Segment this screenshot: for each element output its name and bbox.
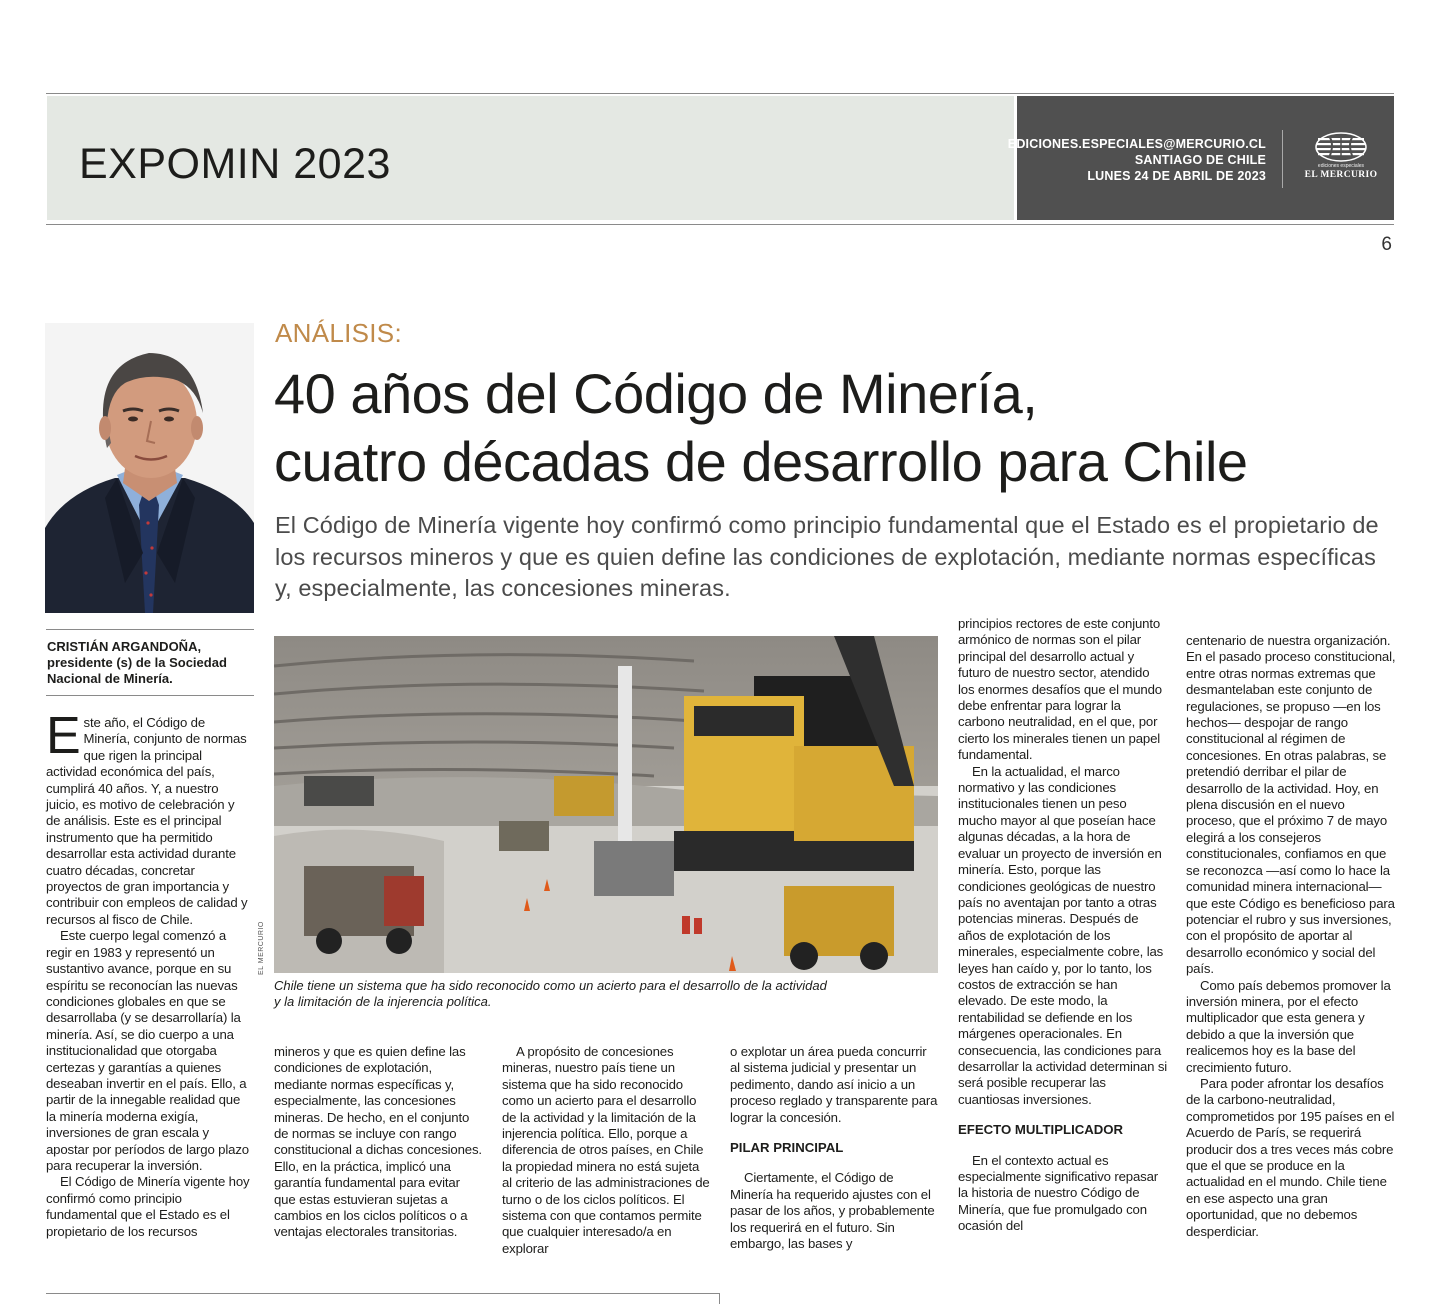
mine-photo-illustration	[274, 636, 938, 973]
body-paragraph: En el contexto actual es especialmente significativo repasar la historia de nuestro Código de Minería, que fue promulgado con ocasión del	[958, 1152, 1158, 1234]
body-paragraph: Este cuerpo legal comenzó a regir en 1983 y representó un sustantivo avance, porque en su espíritu se reconocían las nuevas condiciones globales en que se desarrollaba (y se desarrollaría) la minería. Así, se dio cuerpo a una institucionalidad que otorgaba certezas y garantías a quienes deseaban invertir en el país. Ello, a partir de la innegable realidad que la minería moderna exigía, inversiones de gran escala y apostar por períodos de largo plazo para recuperar la inversión.	[46, 928, 249, 1173]
drop-cap: E	[46, 707, 81, 765]
publication-info	[1008, 136, 1266, 184]
body-paragraph: o explotar un área pueda concurrir al sistema judicial y presentar un pedimento, dando así inicio a un proceso reglado y transparente para lograr la concesión.	[730, 1044, 938, 1125]
contact-email[interactable]: EDICIONES.ESPECIALES@MERCURIO.CL	[1007, 137, 1266, 151]
photo-caption: Chile tiene un sistema que ha sido reconocido como un acierto para el desarrollo de la actividad y la limitación de la injerencia política.	[274, 978, 827, 1009]
subhead-pilar-principal: PILAR PRINCIPAL	[730, 1140, 844, 1156]
body-column-3	[502, 1044, 710, 1257]
body-paragraph: Este año, el Código de Minería, conjunto de normas que rigen la principal actividad económica del país, cumplirá 40 años. Y, a nuestro juicio, es motivo de celebración y de análisis. Este es el principal instrumento que ha permitido desarrollar esta actividad durante cuatro décadas, concretar proyectos de gran importancia y contribuir con empleos de calidad y recursos al fisco de Chile.	[46, 707, 248, 927]
author-photo-illustration	[45, 323, 254, 613]
section-banner	[47, 96, 1014, 220]
body-column-1	[46, 707, 252, 1240]
section-title: EXPOMIN 2023	[79, 140, 391, 188]
headline-line-2: cuatro décadas de desarrollo para Chile	[274, 430, 1248, 493]
author-role-line-1: presidente (s) de la Sociedad	[47, 655, 227, 670]
article-headline	[274, 360, 1394, 496]
body-paragraph: centenario de nuestra organización. En el pasado proceso constitucional, entre otras normas extremas que desmantelaban este conjunto de regulaciones, se propuso —en los hechos— despojar de rango constitucional al régimen de concesiones. En otras palabras, se pretendió derribar el pilar de desarrollo de la actividad. Hoy, en plena discusión en el nuevo proceso, que el próximo 7 de mayo elegirá a los consejeros constitucionales, confiamos en que se reconozca —así como lo hace la comunidad minera internacional— que este Código es beneficioso para potenciar el rubro y sus inversiones, con el propósito de aportar al desarrollo económico y social del país.	[1186, 633, 1396, 977]
headline-line-1: 40 años del Código de Minería,	[274, 362, 1038, 425]
article-kicker: ANÁLISIS:	[275, 318, 402, 348]
article-deck: El Código de Minería vigente hoy confirmó como principio fundamental que el Estado es el propietario de los recursos mineros y que es quien define las condiciones de explotación, mediante normas específicas y, especialmente, las concesiones mineras.	[275, 512, 1379, 601]
body-column-5	[958, 616, 1168, 1235]
header-bottom-rule	[46, 224, 1394, 225]
body-paragraph: mineros y que es quien define las condiciones de explotación, mediante normas específicas y, especialmente, las concesiones mineras. De hecho, en el conjunto de normas se incluye con rango constitucional a dichas concesiones. Ello, en la práctica, implicó una garantía fundamental para evitar que estas estuvieran sujetas a cambios en los ciclos políticos o a ventajas electorales transitorias.	[274, 1044, 482, 1240]
body-paragraph: principios rectores de este conjunto armónico de normas son el pilar principal del desarrollo actual y futuro de nuestro sector, atendido los enormes desafíos que el mundo debe enfrentar para lograr la carbono neutralidad, en el que, por cierto los minerales tienen un papel fundamental.	[958, 616, 1162, 763]
body-paragraph: Como país debemos promover la inversión minera, por el efecto multiplicador que esta genera y debido a que la inversión que realicemos hoy es la base del crecimiento futuro.	[1186, 977, 1391, 1075]
author-credit	[47, 639, 252, 687]
author-portrait	[45, 323, 254, 613]
header-divider	[1282, 130, 1283, 188]
author-role-line-2: Nacional de Minería.	[47, 671, 173, 686]
publication-date: LUNES 24 DE ABRIL DE 2023	[1087, 169, 1266, 183]
photo-credit: EL MERCURIO	[258, 921, 265, 975]
header-top-rule	[46, 93, 1394, 94]
author-top-rule	[46, 629, 254, 630]
body-paragraph: Para poder afrontar los desafíos de la carbono-neutralidad, comprometidos por 195 países en el Acuerdo de París, se requerirá producir dos a tres veces más cobre que el que se produce en la actualidad en el mundo. Chile tiene en ese aspecto una gran oportunidad, que no debemos desperdiciar.	[1186, 1075, 1395, 1239]
el-mercurio-logo	[1293, 132, 1389, 180]
publication-info-panel	[1007, 96, 1394, 220]
subhead-efecto-multiplicador: EFECTO MULTIPLICADOR	[958, 1122, 1124, 1138]
globe-logo-icon	[1315, 132, 1367, 162]
body-column-6	[1186, 633, 1396, 1240]
body-paragraph: Ciertamente, el Código de Minería ha requerido ajustes con el pasar de los años, y probablemente los requerirá en el futuro. Sin embargo, las bases y	[730, 1170, 935, 1252]
body-paragraph: El Código de Minería vigente hoy confirmó como principio fundamental que el Estado es el propietario de los recursos	[46, 1174, 250, 1239]
footer-rule	[46, 1293, 720, 1294]
mining-site-photo	[274, 636, 938, 973]
page-number: 6	[1381, 234, 1392, 255]
author-name: CRISTIÁN ARGANDOÑA,	[47, 639, 202, 654]
body-paragraph: En la actualidad, el marco normativo y las condiciones institucionales tienen un peso mucho mayor al que poseían hace algunas décadas, a la hora de evaluar un proyecto de inversión en minería. Esto, porque las condiciones geológicas de nuestro país no aventajan por tanto a otras potencias mineras. Después de años de explotación de los minerales, especialmente cobre, las leyes han caído y, por lo tanto, los costos de extracción se han elevado. De este modo, la rentabilidad se defiende en los márgenes operacionales. En consecuencia, las condiciones para desarrollar la actividad determinan si será posible recuperar las cuantiosas inversiones.	[958, 763, 1168, 1107]
logo-subtitle: ediciones especiales	[1317, 163, 1365, 169]
publication-city: SANTIAGO DE CHILE	[1134, 153, 1266, 167]
body-column-4	[730, 1044, 938, 1252]
logo-wordmark: EL MERCURIO	[1304, 170, 1378, 180]
author-bottom-rule	[46, 695, 254, 696]
body-column-2	[274, 1044, 482, 1241]
body-paragraph: A propósito de concesiones mineras, nuestro país tiene un sistema que ha sido reconocido como un acierto para el desarrollo de la actividad y la limitación de la injerencia política. Ello, porque a diferencia de otros países, en Chile la propiedad minera no está sujeta al criterio de las administraciones de turno o de los ciclos políticos. El sistema con que contamos permite que cualquier interesado/a en explorar	[502, 1044, 710, 1256]
footer-rule-corner	[719, 1293, 720, 1304]
